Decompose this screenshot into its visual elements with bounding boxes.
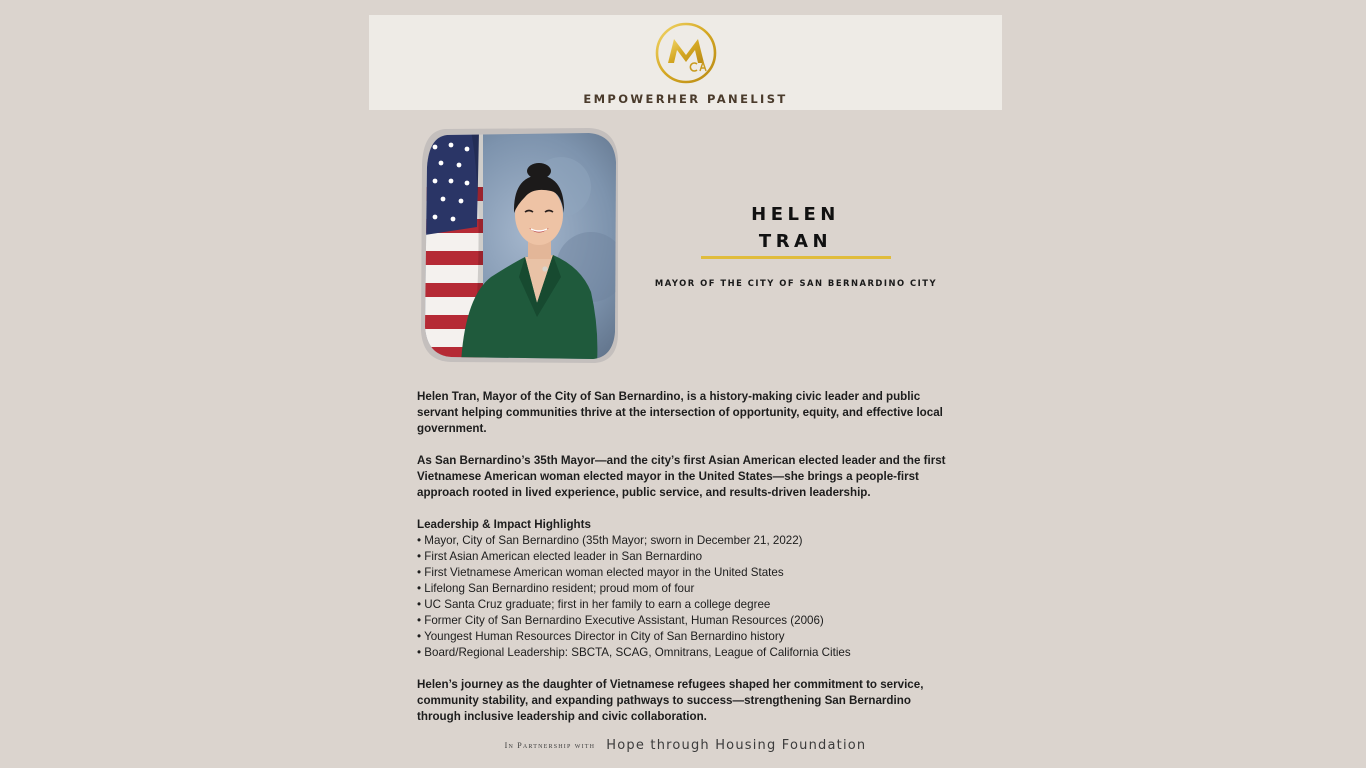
mca-logo [655, 22, 717, 84]
list-item: • First Asian American elected leader in San Bernardino [417, 550, 703, 563]
bio-intro: Helen Tran, Mayor of the City of San Bernardino, is a history-making civic leader and public servant helping communities thrive at the intersection of opportunity, equity, and effective local government. [417, 390, 943, 435]
list-item: • UC Santa Cruz graduate; first in her family to earn a college degree [417, 598, 771, 611]
list-item: • Former City of San Bernardino Executive Assistant, Human Resources (2006) [417, 614, 824, 627]
footer-prefix: In Partnership with [504, 741, 596, 750]
footer [369, 735, 1002, 754]
bio-section [417, 389, 957, 741]
list-item: • First Vietnamese American woman elected mayor in the United States [417, 566, 784, 579]
portrait-photo [421, 127, 618, 363]
bio-background: As San Bernardino’s 35th Mayor—and the city’s first Asian American elected leader and the first Vietnamese American woman elected mayor in the United States—she brings a people-first approach rooted in lived experience, public service, and results-driven leadership. [417, 454, 946, 499]
panelist-role: MAYOR OF THE CITY OF SAN BERNARDINO CITY [654, 278, 938, 288]
panelist-last-name: TRAN [758, 231, 833, 252]
highlights-list [417, 517, 957, 661]
list-item: • Mayor, City of San Bernardino (35th Mayor; sworn in December 21, 2022) [417, 534, 803, 547]
header-title: EMPOWERHER PANELIST [583, 92, 788, 106]
footer-partner: Hope through Housing Foundation [606, 738, 867, 753]
highlights-title: Leadership & Impact Highlights [417, 518, 591, 531]
list-item: • Youngest Human Resources Director in City of San Bernardino history [417, 630, 785, 643]
panelist-first-name: HELEN [751, 204, 840, 225]
list-item: • Board/Regional Leadership: SBCTA, SCAG, Omnitrans, League of California Cities [417, 646, 851, 659]
name-underline [701, 256, 891, 259]
list-item: • Lifelong San Bernardino resident; proud mom of four [417, 582, 695, 595]
bio-closing: Helen’s journey as the daughter of Vietnamese refugees shaped her commitment to service, community stability, and expanding pathways to success—strengthening San Bernardino through inclusive leadership and civic collaboration. [417, 678, 924, 723]
